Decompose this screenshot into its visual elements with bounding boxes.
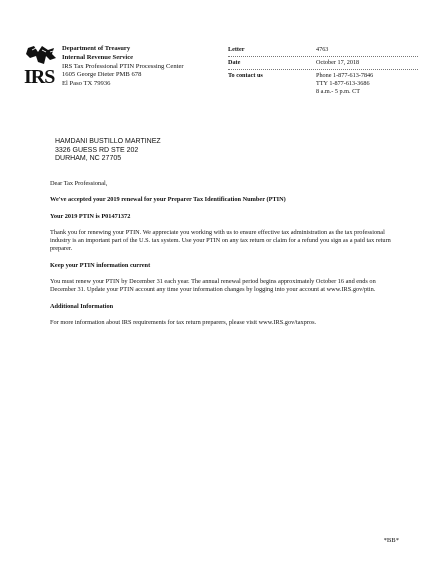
agency-address-block xyxy=(62,45,184,89)
salutation: Dear Tax Professional, xyxy=(50,180,108,187)
addressee-block xyxy=(55,138,161,164)
keep-current-heading: Keep your PTIN information current xyxy=(50,261,151,269)
letter-row xyxy=(228,46,418,57)
agency-line-4: 1605 George Dieter PMB 678 xyxy=(62,71,142,79)
additional-info-paragraph: For more information about IRS requirements for tax return preparers, please visit www.IRS.gov/taxpros. xyxy=(50,318,317,326)
renewal-paragraph: You must renew your PTIN by December 31 each year. The annual renewal period begins approximately October 16 and ends on December 31. Update your PTIN account any time your information changes by logging into your account at www.IRS.gov/ptin. xyxy=(50,278,376,294)
date-label: Date xyxy=(228,59,241,66)
addressee-city: DURHAM, NC 27705 xyxy=(55,155,122,163)
contact-label: To contact us xyxy=(228,72,263,79)
additional-info-heading: Additional Information xyxy=(50,302,114,310)
contact-row xyxy=(228,72,418,96)
agency-line-2: Internal Revenue Service xyxy=(62,53,134,61)
letter-value: 4763 xyxy=(316,46,329,53)
addressee-name: HAMDANI BUSTILLO MARTINEZ xyxy=(55,138,161,145)
date-value: October 17, 2018 xyxy=(316,59,360,66)
renewal-heading: We've accepted your 2019 renewal for your Preparer Tax Identification Number (PTIN) xyxy=(50,196,286,204)
agency-line-5: El Paso TX 79936 xyxy=(62,80,111,88)
irs-logo-text: IRS xyxy=(24,66,55,88)
agency-line-3: IRS Tax Professional PTIN Processing Center xyxy=(62,62,184,70)
contact-tty: TTY 1-877-613-3686 xyxy=(316,80,370,87)
date-row xyxy=(228,59,418,70)
contact-hours: 8 a.m.- 5 p.m. CT xyxy=(316,88,360,95)
thank-you-paragraph: Thank you for renewing your PTIN. We appreciate you working with us to ensure effective tax administration as the tax professional industry is an important part of the U.S. tax system. Use your PTIN on any tax return or claim for a refund you sign as a paid tax return preparer. xyxy=(50,228,391,253)
letter-label: Letter xyxy=(228,46,245,53)
footer-code: *BB* xyxy=(383,537,399,544)
agency-line-1: Department of Treasury xyxy=(62,45,131,52)
ptin-line: Your 2019 PTIN is P01471372 xyxy=(50,212,131,220)
letter-info-block xyxy=(228,46,418,96)
contact-phone: Phone 1-877-613-7846 xyxy=(316,72,374,79)
letter-body xyxy=(50,180,400,335)
addressee-street: 3326 GUESS RD STE 202 xyxy=(55,146,139,154)
contact-info xyxy=(316,72,418,96)
